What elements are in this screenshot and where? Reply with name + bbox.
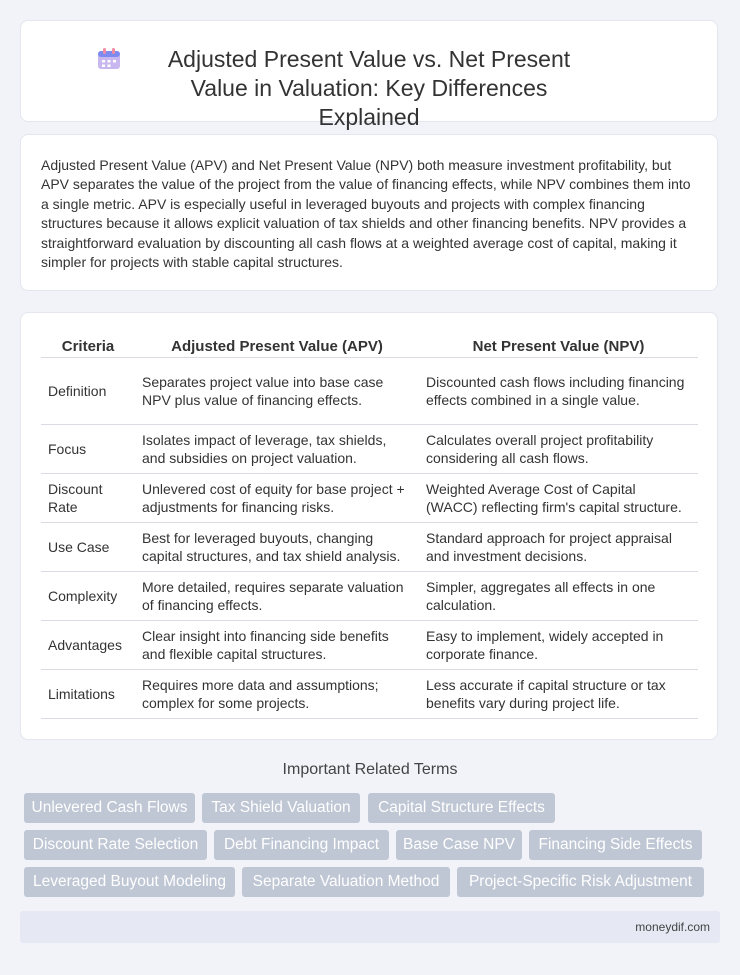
table-row (41, 572, 698, 621)
row-apv: Separates project value into base case NPV plus value of financing effects. (135, 358, 419, 425)
related-tag[interactable]: Debt Financing Impact (214, 830, 389, 860)
related-tag[interactable]: Capital Structure Effects (368, 793, 555, 823)
row-criteria: Discount Rate (41, 474, 135, 523)
row-npv: Standard approach for project appraisal and investment decisions. (419, 523, 698, 572)
related-tag[interactable]: Tax Shield Valuation (202, 793, 360, 823)
row-criteria: Focus (41, 425, 135, 474)
related-terms-title: Important Related Terms (282, 761, 458, 778)
comparison-card (20, 312, 718, 740)
row-apv: Isolates impact of leverage, tax shields, and subsidies on project valuation. (135, 425, 419, 474)
row-criteria: Advantages (41, 621, 135, 670)
related-tag[interactable]: Unlevered Cash Flows (24, 793, 195, 823)
related-tag[interactable]: Base Case NPV (396, 830, 522, 860)
row-npv: Less accurate if capital structure or tax benefits vary during project life. (419, 670, 698, 719)
related-tag[interactable]: Separate Valuation Method (242, 867, 450, 897)
title-card (20, 20, 718, 130)
row-npv: Calculates overall project profitability considering all cash flows. (419, 425, 698, 474)
row-apv: Unlevered cost of equity for base project + adjustments for financing risks. (135, 474, 419, 523)
table-header-row (41, 335, 698, 358)
header-npv: Net Present Value (NPV) (419, 335, 698, 358)
table-row (41, 621, 698, 670)
row-apv: Best for leveraged buyouts, changing capital structures, and tax shield analysis. (135, 523, 419, 572)
row-npv: Discounted cash flows including financing effects combined in a single value. (419, 358, 698, 425)
row-apv: Requires more data and assumptions; complex for some projects. (135, 670, 419, 719)
row-apv: More detailed, requires separate valuation of financing effects. (135, 572, 419, 621)
intro-card (20, 134, 718, 291)
table-row (41, 523, 698, 572)
related-tag[interactable]: Leveraged Buyout Modeling (24, 867, 235, 897)
row-criteria: Limitations (41, 670, 135, 719)
intro-paragraph: Adjusted Present Value (APV) and Net Present Value (NPV) both measure investment profitability, but APV separates the value of the project from the value of financing effects, while NPV combines them into a single metric. APV is especially useful in leveraged buyouts and projects with complex financing structures because it allows explicit valuation of tax shields and other financing benefits. NPV provides a straightforward evaluation by discounting all cash flows at a weighted average cost of capital, making it simpler for projects with stable capital structures. (41, 157, 691, 271)
table-row (41, 358, 698, 425)
row-npv: Easy to implement, widely accepted in corporate finance. (419, 621, 698, 670)
row-criteria: Use Case (41, 523, 135, 572)
table-row (41, 425, 698, 474)
row-criteria: Complexity (41, 572, 135, 621)
row-criteria: Definition (41, 358, 135, 425)
row-npv: Weighted Average Cost of Capital (WACC) reflecting firm's capital structure. (419, 474, 698, 523)
table-row (41, 474, 698, 523)
footer-site-link[interactable]: moneydif.com (635, 920, 710, 934)
comparison-table (41, 335, 698, 719)
row-npv: Simpler, aggregates all effects in one calculation. (419, 572, 698, 621)
footer (20, 911, 720, 943)
header-criteria: Criteria (41, 335, 135, 358)
page-title: Adjusted Present Value vs. Net Present Value in Valuation: Key Differences Explained (167, 46, 571, 130)
related-tag[interactable]: Project-Specific Risk Adjustment (457, 867, 704, 897)
header-apv: Adjusted Present Value (APV) (135, 335, 419, 358)
table-row (41, 670, 698, 719)
related-tag[interactable]: Financing Side Effects (529, 830, 702, 860)
related-tag[interactable]: Discount Rate Selection (24, 830, 207, 860)
row-apv: Clear insight into financing side benefits and flexible capital structures. (135, 621, 419, 670)
